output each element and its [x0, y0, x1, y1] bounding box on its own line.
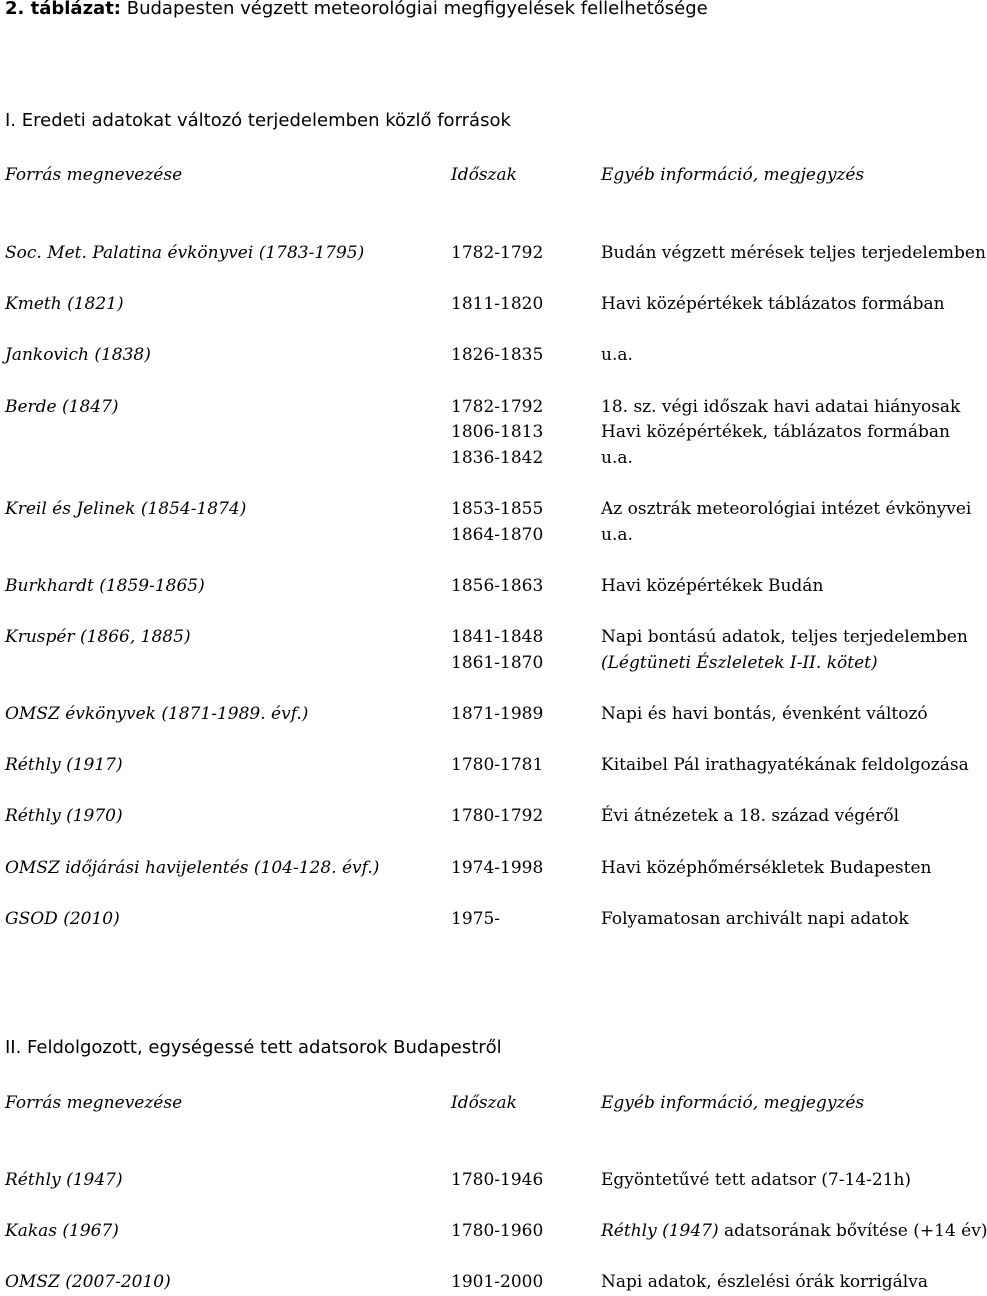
cell-info: [601, 1219, 987, 1243]
cell-period: 1841-1848: [451, 627, 544, 647]
table-row: [5, 395, 961, 419]
table-caption-label: 2. táblázat:: [5, 0, 122, 19]
table-row: [5, 651, 957, 675]
cell-info: Napi adatok, észlelési órák korrigálva: [601, 1272, 928, 1292]
table-row: [5, 804, 957, 828]
cell-period: 1782-1792: [451, 243, 544, 263]
cell-info: Napi és havi bontás, évenként változó: [601, 704, 928, 724]
cell-info: Havi középhőmérsékletek Budapesten: [601, 858, 932, 878]
table-row: [5, 907, 957, 931]
cell-period: 1901-2000: [451, 1272, 544, 1292]
table-caption-text: Budapesten végzett meteorológiai megfigyelések fellelhetősége: [121, 0, 708, 19]
header-source: Forrás megnevezése: [5, 1093, 183, 1113]
cell-info-text: adatsorának bővítése (+14 év): [718, 1221, 987, 1241]
cell-period: 1861-1870: [451, 653, 544, 673]
table-row: [5, 446, 957, 470]
cell-info: (Légtüneti Észleletek I-II. kötet): [601, 653, 878, 673]
cell-period: 1780-1946: [451, 1170, 544, 1190]
cell-info: Az osztrák meteorológiai intézet évkönyvei: [601, 499, 972, 519]
header-period: Időszak: [451, 165, 517, 185]
cell-info: u.a.: [601, 448, 633, 468]
cell-source: OMSZ évkönyvek (1871-1989. évf.): [5, 704, 309, 724]
cell-source: Kmeth (1821): [5, 294, 124, 314]
section-1-heading: I. Eredeti adatokat változó terjedelemben közlő források: [5, 110, 511, 131]
cell-period: 1974-1998: [451, 858, 544, 878]
header-period: Időszak: [451, 1093, 517, 1113]
cell-source: Réthly (1947): [5, 1170, 123, 1190]
cell-source: Kreil és Jelinek (1854-1874): [5, 499, 247, 519]
cell-period: 1975-: [451, 909, 501, 929]
cell-info: u.a.: [601, 345, 633, 365]
table-row: [5, 702, 957, 726]
cell-period: 1780-1792: [451, 806, 544, 826]
cell-source: Soc. Met. Palatina évkönyvei (1783-1795): [5, 243, 365, 263]
table-row: [5, 523, 957, 547]
section-2-heading: II. Feldolgozott, egységessé tett adatsorok Budapestről: [5, 1037, 502, 1058]
table-row: [5, 1219, 987, 1243]
table-row: [5, 420, 957, 444]
header-source: Forrás megnevezése: [5, 165, 183, 185]
cell-source: Réthly (1917): [5, 755, 123, 775]
header-info: Egyéb információ, megjegyzés: [601, 1093, 865, 1113]
cell-info: Budán végzett mérések teljes terjedelemben: [601, 243, 986, 263]
cell-info: Havi középértékek Budán: [601, 576, 824, 596]
cell-source: OMSZ időjárási havijelentés (104-128. évf.): [5, 858, 380, 878]
cell-info: Egyöntetűvé tett adatsor (7-14-21h): [601, 1170, 912, 1190]
cell-info: Évi átnézetek a 18. század végéről: [601, 806, 900, 826]
header-info: Egyéb információ, megjegyzés: [601, 165, 865, 185]
cell-period: 1826-1835: [451, 345, 544, 365]
cell-source: Berde (1847): [5, 397, 119, 417]
table-caption: [5, 0, 708, 20]
table-row: [5, 1270, 957, 1294]
cell-source: Kruspér (1866, 1885): [5, 627, 191, 647]
section-2-header-row: [5, 1091, 957, 1115]
cell-source: Burkhardt (1859-1865): [5, 576, 205, 596]
cell-source: Jankovich (1838): [5, 345, 151, 365]
table-row: [5, 1168, 957, 1192]
table-row: [5, 241, 986, 265]
cell-period: 1806-1813: [451, 422, 544, 442]
table-row: [5, 292, 957, 316]
cell-period: 1864-1870: [451, 525, 544, 545]
table-row: [5, 856, 957, 880]
section-1-header-row: [5, 163, 957, 187]
cell-source: OMSZ (2007-2010): [5, 1272, 171, 1292]
table-row: [5, 753, 969, 777]
table-row: [5, 574, 957, 598]
cell-period: 1856-1863: [451, 576, 544, 596]
cell-info: Kitaibel Pál irathagyatékának feldolgozása: [601, 755, 969, 775]
table-row: [5, 497, 972, 521]
cell-info: Havi középértékek, táblázatos formában: [601, 422, 950, 442]
cell-info: Napi bontású adatok, teljes terjedelemben: [601, 627, 968, 647]
cell-source: GSOD (2010): [5, 909, 120, 929]
cell-period: 1836-1842: [451, 448, 544, 468]
cell-period: 1780-1960: [451, 1221, 544, 1241]
cell-info: Folyamatosan archivált napi adatok: [601, 909, 909, 929]
cell-info: Havi középértékek táblázatos formában: [601, 294, 945, 314]
cell-period: 1853-1855: [451, 499, 544, 519]
cell-period: 1780-1781: [451, 755, 544, 775]
cell-period: 1811-1820: [451, 294, 544, 314]
cell-info: 18. sz. végi időszak havi adatai hiányosak: [601, 397, 961, 417]
cell-info: u.a.: [601, 525, 633, 545]
table-row: [5, 343, 957, 367]
cell-period: 1871-1989: [451, 704, 544, 724]
table-row: [5, 625, 968, 649]
cell-info-reference: Réthly (1947): [601, 1221, 719, 1241]
cell-period: 1782-1792: [451, 397, 544, 417]
cell-source: Réthly (1970): [5, 806, 123, 826]
cell-source: Kakas (1967): [5, 1221, 119, 1241]
